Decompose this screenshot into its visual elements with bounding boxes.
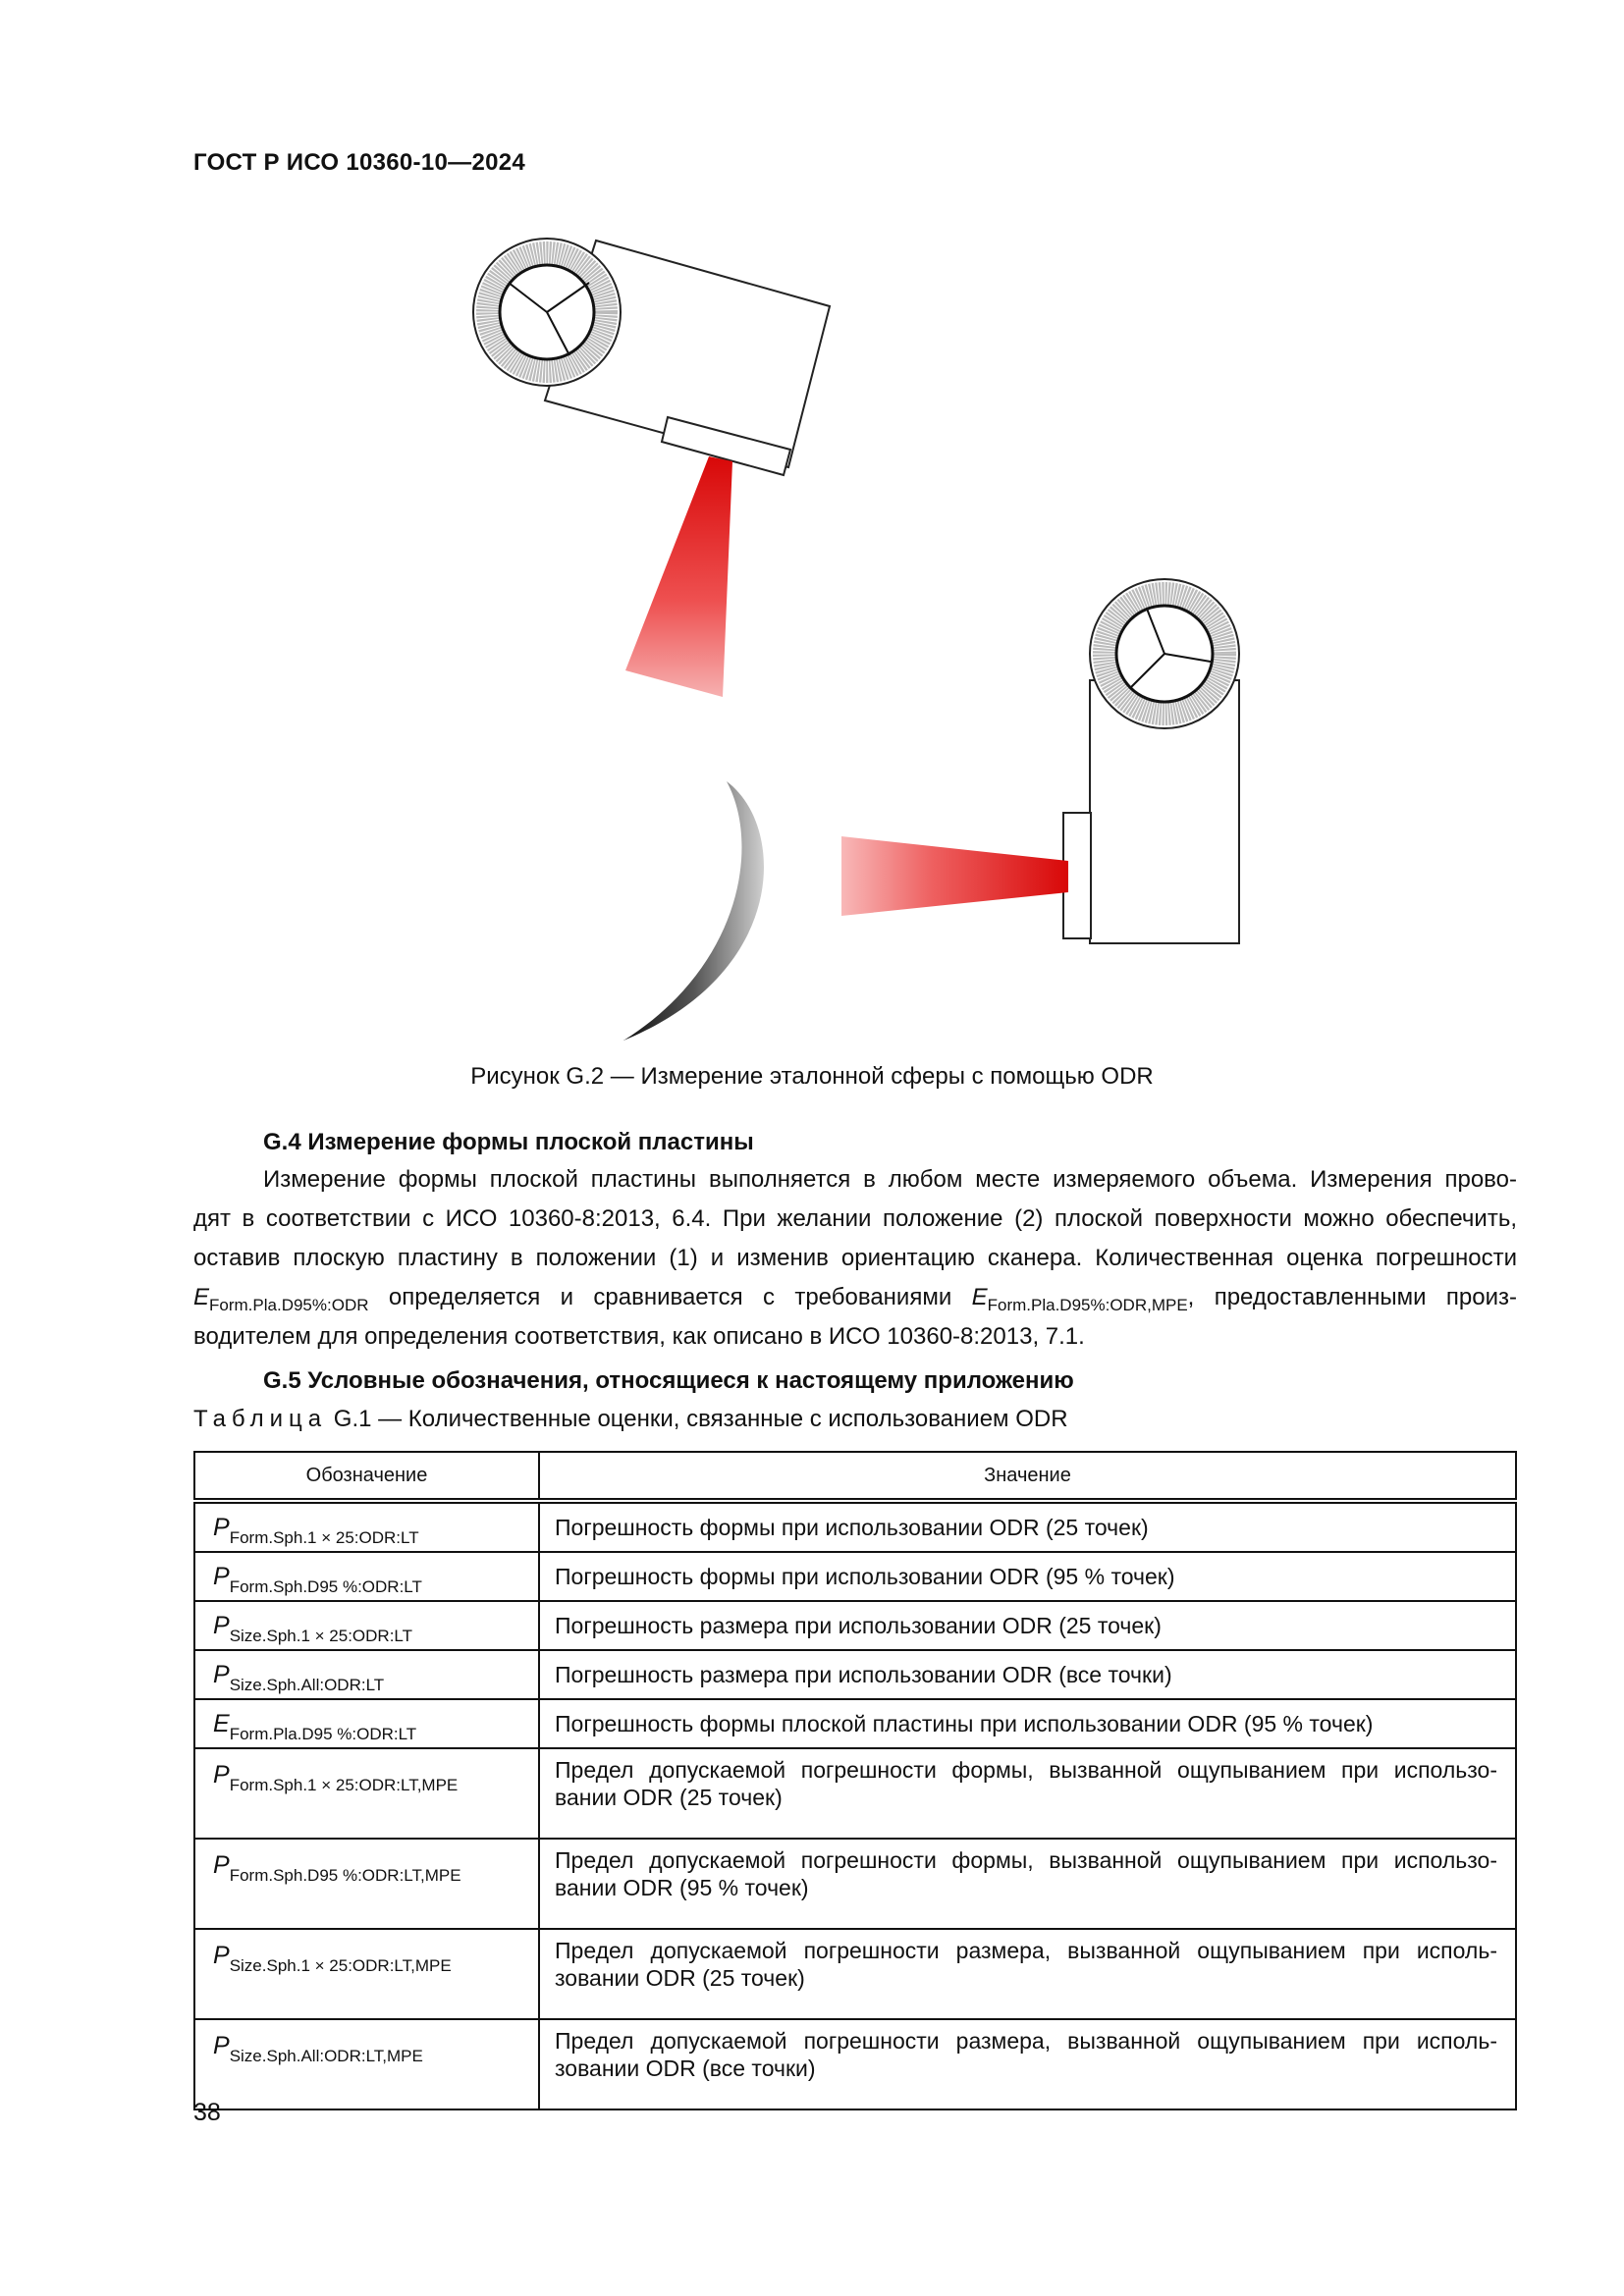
value-cell: [539, 1929, 1516, 2019]
column-header-symbol: Обозначение: [194, 1452, 539, 1501]
symbol-letter: P: [213, 1942, 230, 1969]
value-cell: [539, 1748, 1516, 1839]
scanner-right-icon: [1063, 579, 1239, 943]
symbol-e: E: [971, 1284, 988, 1310]
value-line: Предел допускаемой погрешности формы, вызванной ощупыванием при использо-: [555, 1847, 1497, 1873]
symbol-cell: [194, 2019, 539, 2109]
symbol-cell: [194, 1699, 539, 1748]
symbol-subscript: Form.Pla.D95 %:ODR:LT: [229, 1724, 417, 1743]
figure-caption: Рисунок G.2 — Измерение эталонной сферы с помощью ODR: [470, 1063, 1154, 1090]
value-cell: Погрешность размера при использовании ODR (25 точек): [539, 1601, 1516, 1650]
symbol-cell: [194, 1552, 539, 1601]
table-row: [194, 2019, 1516, 2109]
symbol-letter: P: [213, 1761, 230, 1789]
para-line-3: оставив плоскую пластину в положении (1) и изменив ориентацию сканера. Количественная оценка погрешности: [193, 1245, 1517, 1271]
symbol-subscript: Form.Sph.D95 %:ODR:LT: [229, 1576, 422, 1596]
symbol-cell: [194, 1839, 539, 1929]
section-g4-title: G.4 Измерение формы плоской пластины: [263, 1129, 754, 1155]
symbol-subscript: Size.Sph.1 × 25:ODR:LT,MPE: [229, 1956, 452, 1975]
symbol-letter: P: [213, 1513, 230, 1541]
symbol-cell: [194, 1501, 539, 1552]
symbol-letter: P: [213, 1851, 230, 1879]
symbol-cell: [194, 1929, 539, 2019]
value-cell: [539, 1839, 1516, 1929]
para-text: определяется и сравнивается с требованиями: [368, 1284, 972, 1310]
table-row: [194, 1839, 1516, 1929]
para-line-1: Измерение формы плоской пластины выполняется в любом месте измеряемого объема. Измерения прово-: [263, 1166, 1517, 1193]
symbol-letter: P: [213, 1611, 230, 1639]
para-text: , предоставленными произ-: [1187, 1284, 1517, 1310]
symbol-subscript: Form.Pla.D95%:ODR: [209, 1296, 369, 1314]
table-row: [194, 1929, 1516, 2019]
section-g5-title: G.5 Условные обозначения, относящиеся к настоящему приложению: [263, 1367, 1074, 1394]
symbol-e: E: [193, 1284, 210, 1310]
symbol-letter: P: [213, 2032, 230, 2059]
laser-beam-right: [841, 836, 1068, 916]
reference-sphere-icon: [623, 781, 764, 1041]
symbols-table: [193, 1451, 1517, 2110]
symbol-cell: [194, 1748, 539, 1839]
symbol-cell: [194, 1650, 539, 1699]
figure-g2: [0, 0, 1624, 1060]
symbol-subscript: Form.Sph.1 × 25:ODR:LT: [229, 1527, 419, 1547]
table-row: [194, 1501, 1516, 1552]
symbol-subscript: Size.Sph.All:ODR:LT: [229, 1675, 385, 1694]
table-row: [194, 1699, 1516, 1748]
symbol-letter: E: [213, 1709, 230, 1737]
value-line: Предел допускаемой погрешности формы, вызванной ощупыванием при использо-: [555, 1757, 1497, 1783]
value-line: вании ODR (25 точек): [555, 1785, 783, 1810]
table-caption: [193, 1406, 1068, 1433]
symbol-subscript: Size.Sph.1 × 25:ODR:LT: [229, 1626, 412, 1645]
table-header-row: [194, 1452, 1516, 1501]
table-caption-text: G.1 — Количественные оценки, связанные с использованием ODR: [327, 1406, 1068, 1432]
table-caption-label: Таблица: [193, 1406, 328, 1432]
table-row: [194, 1650, 1516, 1699]
value-cell: Погрешность формы при использовании ODR (25 точек): [539, 1501, 1516, 1552]
table-row: [194, 1552, 1516, 1601]
value-line: зовании ODR (все точки): [555, 2056, 816, 2081]
page-number: 38: [193, 2099, 221, 2126]
table-row: [194, 1748, 1516, 1839]
document-header: ГОСТ Р ИСО 10360-10—2024: [193, 149, 526, 176]
laser-beam-top: [625, 456, 732, 697]
table-row: [194, 1601, 1516, 1650]
value-cell: Погрешность размера при использовании ODR (все точки): [539, 1650, 1516, 1699]
value-cell: [539, 2019, 1516, 2109]
value-line: вании ODR (95 % точек): [555, 1875, 809, 1900]
symbol-subscript: Form.Pla.D95%:ODR,MPE: [987, 1296, 1188, 1314]
para-line-4: [193, 1278, 1517, 1317]
symbol-subscript: Size.Sph.All:ODR:LT,MPE: [229, 2047, 423, 2065]
value-cell: Погрешность формы плоской пластины при использовании ODR (95 % точек): [539, 1699, 1516, 1748]
para-line-2: дят в соответствии с ИСО 10360-8:2013, 6.4. При желании положение (2) плоской поверхности можно обеспечить,: [193, 1205, 1517, 1232]
symbol-subscript: Form.Sph.1 × 25:ODR:LT,MPE: [229, 1776, 459, 1794]
value-cell: Погрешность формы при использовании ODR (95 % точек): [539, 1552, 1516, 1601]
para-line-5: водителем для определения соответствия, как описано в ИСО 10360-8:2013, 7.1.: [193, 1323, 1085, 1350]
symbol-letter: P: [213, 1660, 230, 1688]
value-line: Предел допускаемой погрешности размера, вызванной ощупыванием при исполь-: [555, 1938, 1497, 1963]
value-line: Предел допускаемой погрешности размера, вызванной ощупыванием при исполь-: [555, 2028, 1497, 2054]
symbol-subscript: Form.Sph.D95 %:ODR:LT,MPE: [229, 1866, 461, 1885]
column-header-value: Значение: [539, 1452, 1516, 1501]
symbol-letter: P: [213, 1562, 230, 1590]
symbol-cell: [194, 1601, 539, 1650]
value-line: зовании ODR (25 точек): [555, 1965, 805, 1991]
section-g4-paragraph: [193, 1160, 1517, 1357]
scanner-top-icon: [473, 239, 830, 475]
